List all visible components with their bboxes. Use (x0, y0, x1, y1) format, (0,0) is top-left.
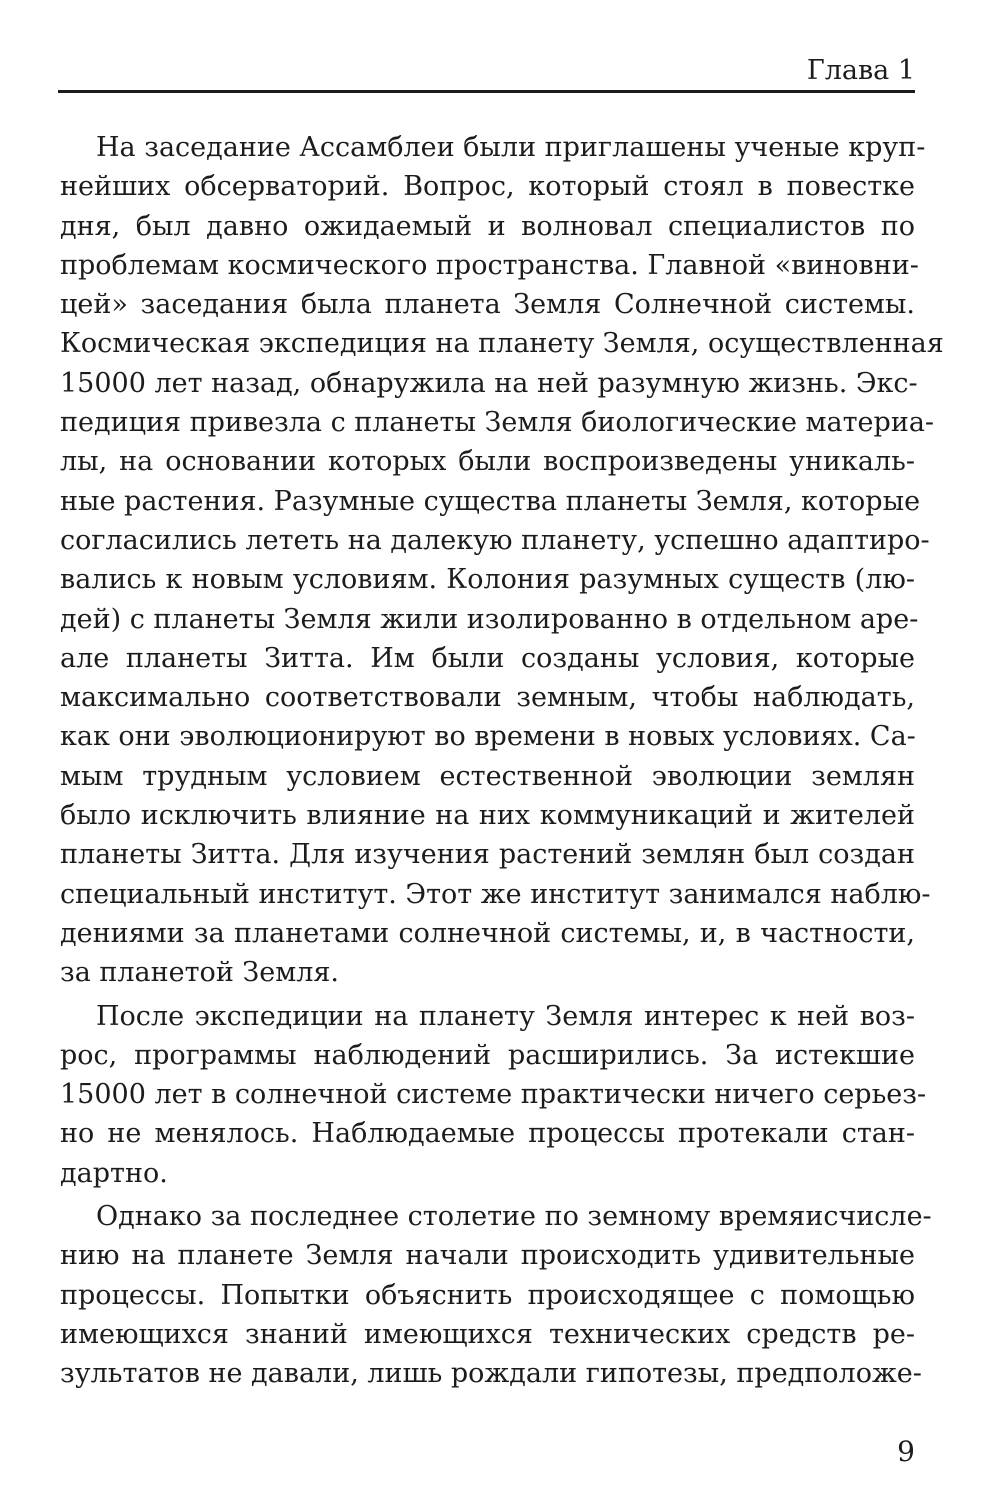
text-line: максимально соответствовали земным, чтобы наблюдать, (60, 682, 915, 714)
text-line: специальный институт. Этот же институт занимался наблю- (60, 878, 931, 910)
text-line: проблемам космического пространства. Главной «виновни- (60, 249, 919, 281)
text-line: ные растения. Разумные существа планеты Земля, которые (60, 485, 921, 517)
paragraph-1 (60, 128, 944, 993)
text-line: вались к новым условиям. Колония разумных существ (лю- (60, 564, 915, 596)
text-line: имеющихся знаний имеющихся технических средств ре- (60, 1318, 915, 1350)
text-line: После экспедиции на планету Земля интерес к ней воз- (96, 1000, 915, 1032)
text-line: цей» заседания была планета Земля Солнечной системы. (60, 289, 915, 321)
text-line: дартно. (60, 1157, 168, 1189)
page-number: 9 (897, 1435, 915, 1468)
running-header (58, 52, 915, 93)
text-line: рос, программы наблюдений расширились. За истекшие (60, 1039, 915, 1071)
text-line: за планетой Земля. (60, 957, 339, 989)
text-line: дей) с планеты Земля жили изолированно в отдельном аре- (60, 603, 919, 635)
paragraph-2 (60, 997, 927, 1193)
text-line: дня, был давно ожидаемый и волновал специалистов по (60, 210, 915, 242)
chapter-label: Глава 1 (806, 55, 915, 86)
paragraph-3 (60, 1197, 932, 1393)
text-line: нейших обсерваторий. Вопрос, который стоял в повестке (60, 171, 915, 203)
text-line: планеты Зитта. Для изучения растений землян был создан (60, 839, 915, 871)
text-line: лы, на основании которых были воспроизведены уникаль- (60, 446, 915, 478)
text-line: дениями за планетами солнечной системы, и, в частности, (60, 917, 915, 949)
text-line: процессы. Попытки объяснить происходящее с помощью (60, 1279, 915, 1311)
text-line: как они эволюционируют во времени в новых условиях. Са- (60, 721, 916, 753)
text-line: согласились лететь на далекую планету, успешно адаптиро- (60, 524, 930, 556)
body-text (60, 128, 944, 1394)
text-line: но не менялось. Наблюдаемые процессы протекали стан- (60, 1118, 915, 1150)
text-line: Космическая экспедиция на планету Земля, осуществленная (60, 328, 944, 360)
text-line: Однако за последнее столетие по земному времяисчисле- (96, 1201, 932, 1233)
text-line: педиция привезла с планеты Земля биологические материа- (60, 407, 935, 439)
text-line: 15000 лет в солнечной системе практически ничего серьез- (60, 1079, 927, 1111)
text-line: але планеты Зитта. Им были созданы условия, которые (60, 642, 915, 674)
text-line: На заседание Ассамблеи были приглашены ученые круп- (96, 132, 926, 163)
text-line: было исключить влияние на них коммуникаций и жителей (60, 800, 915, 832)
text-line: нию на планете Земля начали происходить удивительные (60, 1240, 915, 1272)
text-line: 15000 лет назад, обнаружила на ней разумную жизнь. Экс- (60, 367, 918, 399)
text-line: зультатов не давали, лишь рождали гипотезы, предположе- (60, 1358, 922, 1390)
text-line: мым трудным условием естественной эволюции землян (60, 760, 915, 792)
